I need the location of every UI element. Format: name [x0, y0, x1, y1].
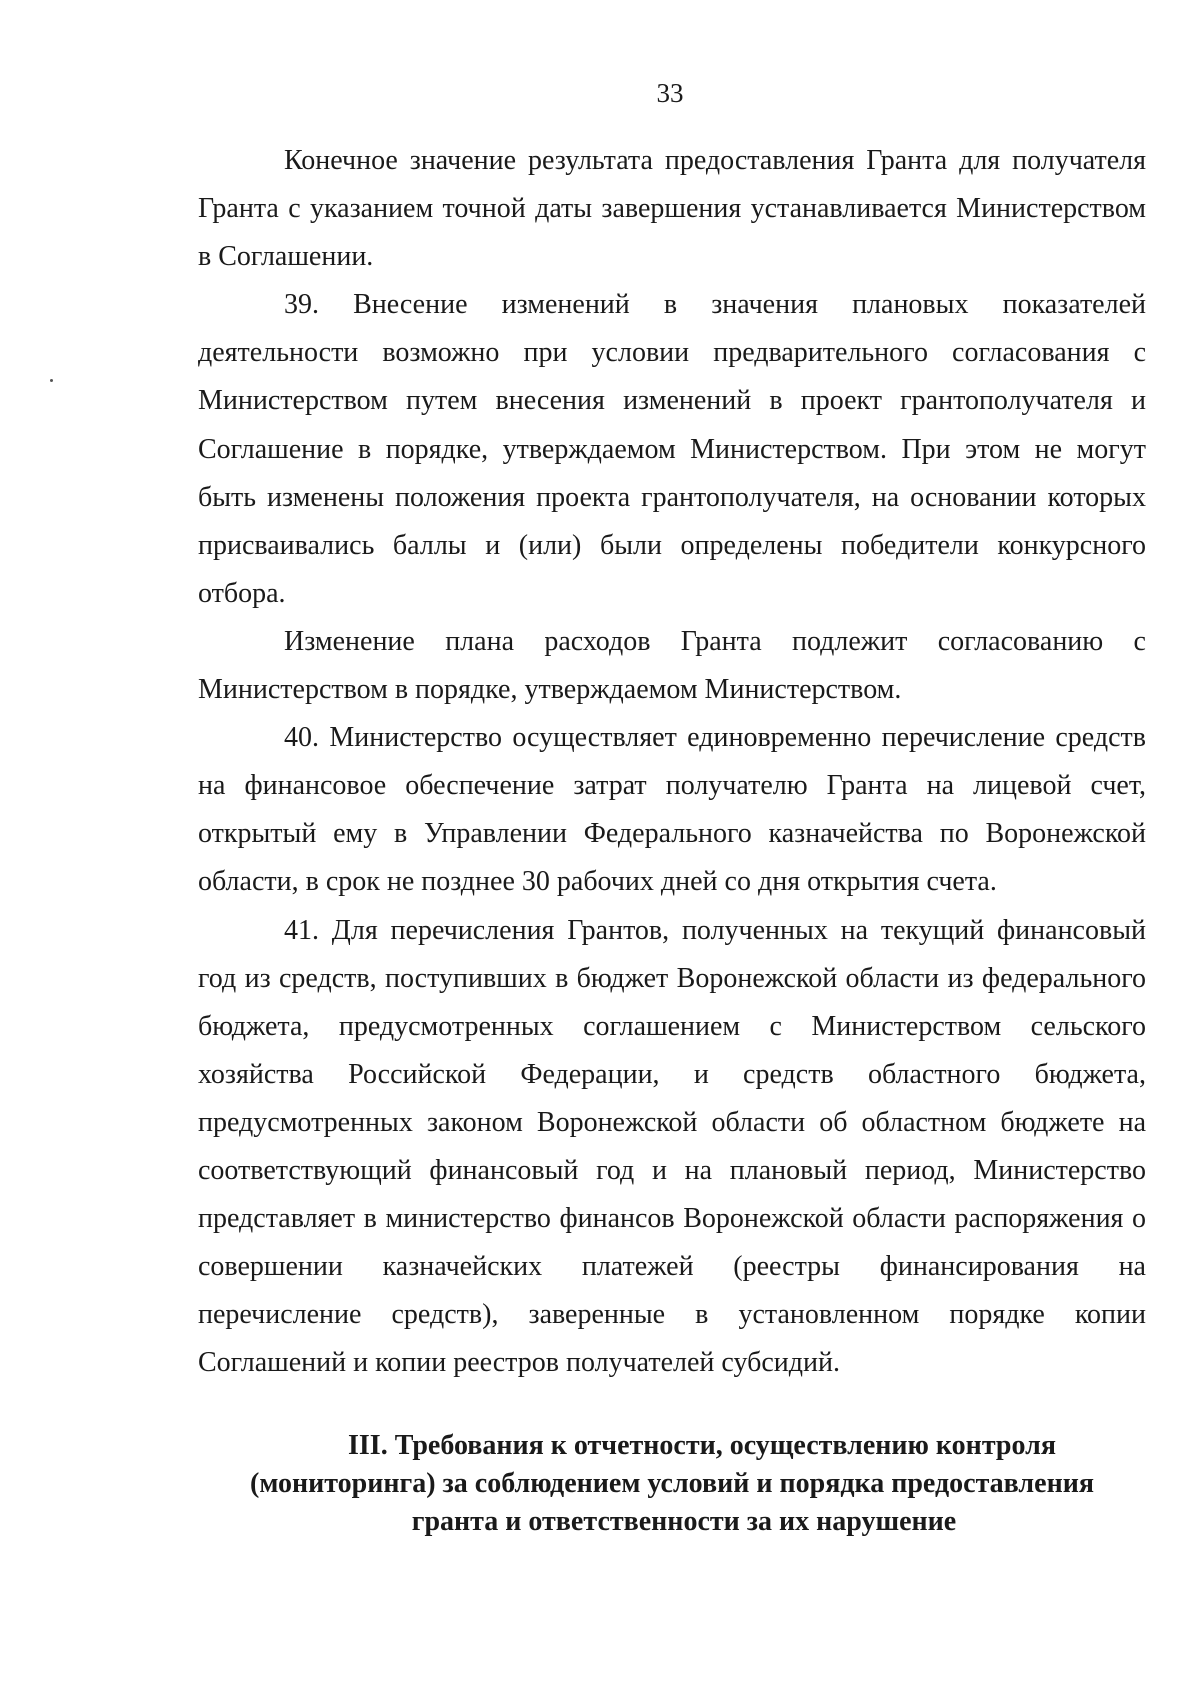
body-text [198, 137, 1146, 1387]
paragraph-final-result-value: Конечное значение результата предоставления Гранта для получателя Гранта с указанием точной даты завершения устанавливается Министерством в Соглашении. [198, 145, 1146, 273]
paragraph-41-grant-transfer: 41. Для перечисления Грантов, полученных на текущий финансовый год из средств, поступивших в бюджет Воронежской области из федерального бюджета, предусмотренных соглашением с Министерством сельского хозяйства Российской Федерации, и средств областного бюджета, предусмотренных законом Воронежской области об областном бюджете на соответствующий финансовый год и на плановый период, Министерство представляет в министерство финансов Воронежской области распоряжения о совершении казначейских платежей (реестры финансирования на перечисление средств), заверенные в установленном порядке копии Соглашений и копии реестров получателей субсидий. [198, 914, 1146, 1379]
paragraph-39-plan-changes: 39. Внесение изменений в значения плановых показателей деятельности возможно при условии предварительного согласования с Министерством путем внесения изменений в проект грантополучателя и Соглашение в порядке, утверждаемом Министерством. При этом не могут быть изменены положения проекта грантополучателя, на основании которых присваивались баллы и (или) были определены победители конкурсного отбора. [198, 289, 1146, 609]
page-number: 33 [656, 78, 684, 108]
paragraph-expense-plan-change: Изменение плана расходов Гранта подлежит согласованию с Министерством в порядке, утверждаемом Министерством. [198, 625, 1146, 706]
scan-artifact-dot [50, 379, 53, 382]
section-heading-line-3: гранта и ответственности за их нарушение [411, 1506, 957, 1537]
section-heading [198, 1427, 1146, 1541]
section-heading-line-1: III. Требования к отчетности, осуществлению контроля [348, 1430, 1056, 1461]
paragraph-40-transfer: 40. Министерство осуществляет единовременно перечисление средств на финансовое обеспечение затрат получателю Гранта на лицевой счет, открытый ему в Управлении Федерального казначейства по Воронежской области, в срок не позднее 30 рабочих дней со дня открытия счета. [198, 722, 1146, 898]
section-heading-line-2: (мониторинга) за соблюдением условий и порядка предоставления [250, 1468, 1094, 1499]
